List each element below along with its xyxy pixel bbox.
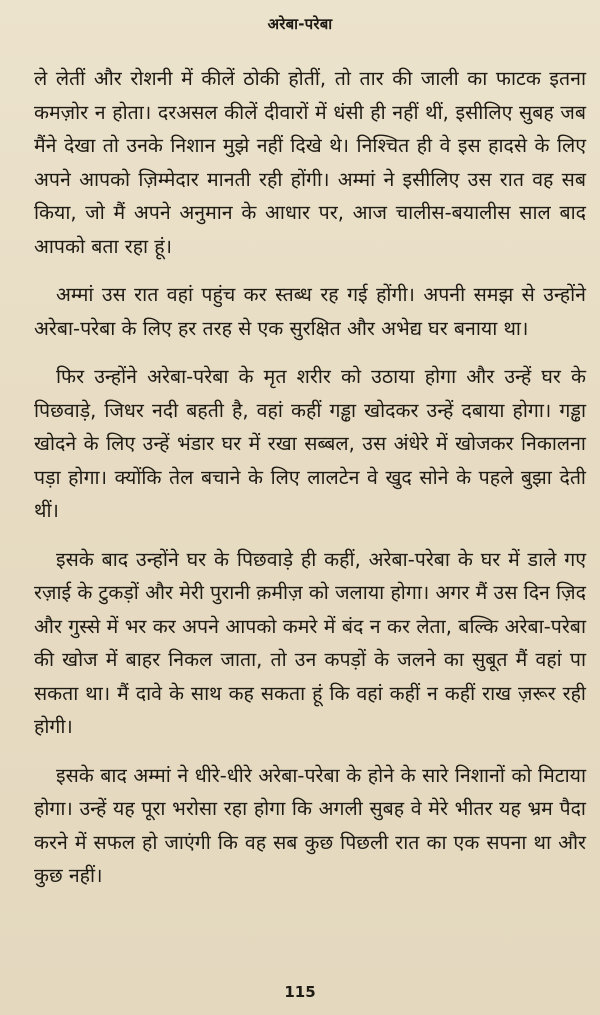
paragraph-gap <box>34 528 586 543</box>
paragraph-1: ले लेतीं और रोशनी में कीलें ठोकी होतीं, तो तार की जाली का फाटक इतना कमज़ोर न होता। दरअसल कीलें दीवारों में धंसी ही नहीं थीं, इसीलिए सुबह जब मैंने देखा तो उनके निशान मुझे नहीं दिखे थे। निश्चित ही वे इस हादसे के लिए अपने आपको ज़िम्मेदार मानती रही होंगी। अम्मां ने इसीलिए उस रात वह सब किया, जो मैं अपने अनुमान के आधार पर, आज चालीस-बयालीस साल बाद आपको बता रहा हूं। <box>34 67 586 258</box>
paragraph-gap <box>34 744 586 759</box>
paragraph-gap <box>34 263 586 278</box>
page-number: 115 <box>284 983 316 1001</box>
running-head: अरेबा-परेबा <box>267 15 333 33</box>
paragraph-5: इसके बाद अम्मां ने धीरे-धीरे अरेबा-परेबा के होने के सारे निशानों को मिटाया होगा। उन्हें यह पूरा भरोसा रहा होगा कि अगली सुबह वे मेरे भीतर यह भ्रम पैदा करने में सफल हो जाएंगी कि वह सब कुछ पिछली रात का एक सपना था और कुछ नहीं। <box>34 763 586 887</box>
body-text <box>34 62 586 893</box>
paragraph-3: फिर उन्होंने अरेबा-परेबा के मृत शरीर को उठाया होगा और उन्हें घर के पिछवाड़े, जिधर नदी बहती है, वहां कहीं गड्ढा खोदकर उन्हें दबाया होगा। गड्ढा खोदने के लिए उन्हें भंडार घर में रखा सब्बल, उस अंधेरे में खोजकर निकालना पड़ा होगा। क्योंकि तेल बचाने के लिए लालटेन वे खुद सोने के पहले बुझा देती थीं। <box>34 365 586 522</box>
paragraph-gap <box>34 345 586 360</box>
paragraph-4: इसके बाद उन्होंने घर के पिछवाड़े ही कहीं, अरेबा-परेबा के घर में डाले गए रज़ाई के टुकड़ों और मेरी पुरानी क़मीज़ को जलाया होगा। अगर मैं उस दिन ज़िद और गुस्से में भर कर अपने आपको कमरे में बंद न कर लेता, बल्कि अरेबा-परेबा की खोज में बाहर निकल जाता, तो उन कपड़ों के जलने का सुबूत मैं वहां पा सकता था। मैं दावे के साथ कह सकता हूं कि वहां कहीं न कहीं राख ज़रूर रही होगी। <box>34 547 586 738</box>
paragraph-2: अम्मां उस रात वहां पहुंच कर स्तब्ध रह गई होंगी। अपनी समझ से उन्होंने अरेबा-परेबा के लिए हर तरह से एक सुरक्षित और अभेद्य घर बनाया था। <box>34 283 586 340</box>
